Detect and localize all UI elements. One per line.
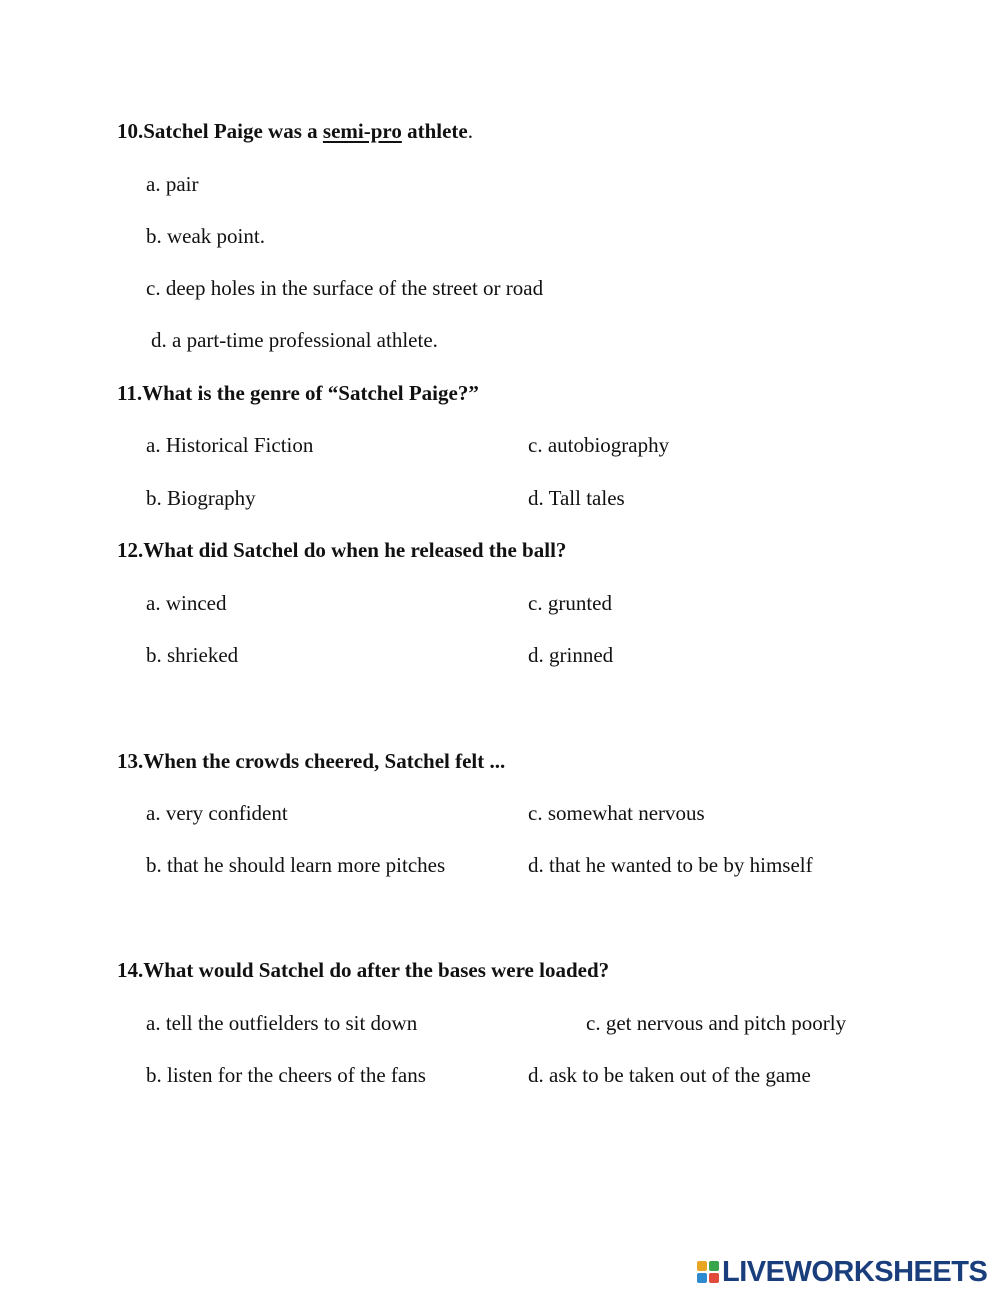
question-14-option-d[interactable]: d. ask to be taken out of the game xyxy=(528,1063,811,1087)
question-10-suffix: . xyxy=(467,119,473,143)
question-12: 12.What did Satchel do when he released the ball? xyxy=(117,538,567,562)
liveworksheets-logo-text: LIVEWORKSHEETS xyxy=(722,1255,988,1288)
question-10-option-a[interactable]: a. pair xyxy=(146,172,199,196)
liveworksheets-logo-icon xyxy=(697,1261,719,1283)
question-13-option-a[interactable]: a. very confident xyxy=(146,801,288,825)
question-13-option-c[interactable]: c. somewhat nervous xyxy=(528,801,705,825)
question-13-option-d[interactable]: d. that he wanted to be by himself xyxy=(528,853,813,877)
question-11-option-c[interactable]: c. autobiography xyxy=(528,433,670,457)
question-13: 13.When the crowds cheered, Satchel felt ... xyxy=(117,749,506,773)
question-12-option-b[interactable]: b. shrieked xyxy=(146,643,239,667)
question-14-option-a[interactable]: a. tell the outfielders to sit down xyxy=(146,1011,418,1035)
question-11-option-d[interactable]: d. Tall tales xyxy=(528,486,625,510)
liveworksheets-logo xyxy=(697,1255,987,1289)
question-10-underlined-term: semi-pro xyxy=(322,119,402,143)
question-10-option-d[interactable]: d. a part-time professional athlete. xyxy=(151,328,438,352)
question-11: 11.What is the genre of “Satchel Paige?” xyxy=(117,381,479,405)
question-10-option-c[interactable]: c. deep holes in the surface of the street or road xyxy=(146,276,544,300)
question-14-option-c[interactable]: c. get nervous and pitch poorly xyxy=(586,1011,847,1035)
question-14: 14.What would Satchel do after the bases were loaded? xyxy=(117,958,610,982)
question-11-option-a[interactable]: a. Historical Fiction xyxy=(146,433,314,457)
question-12-option-d[interactable]: d. grinned xyxy=(528,643,614,667)
question-10-prefix: 10.Satchel Paige was a xyxy=(117,119,323,143)
question-12-option-c[interactable]: c. grunted xyxy=(528,591,612,615)
question-13-option-b[interactable]: b. that he should learn more pitches xyxy=(146,853,446,877)
question-10-option-b[interactable]: b. weak point. xyxy=(146,224,265,248)
question-10-middle: athlete xyxy=(401,119,468,143)
question-14-option-b[interactable]: b. listen for the cheers of the fans xyxy=(146,1063,426,1087)
question-10 xyxy=(117,118,473,144)
question-12-option-a[interactable]: a. winced xyxy=(146,591,227,615)
question-11-option-b[interactable]: b. Biography xyxy=(146,486,256,510)
